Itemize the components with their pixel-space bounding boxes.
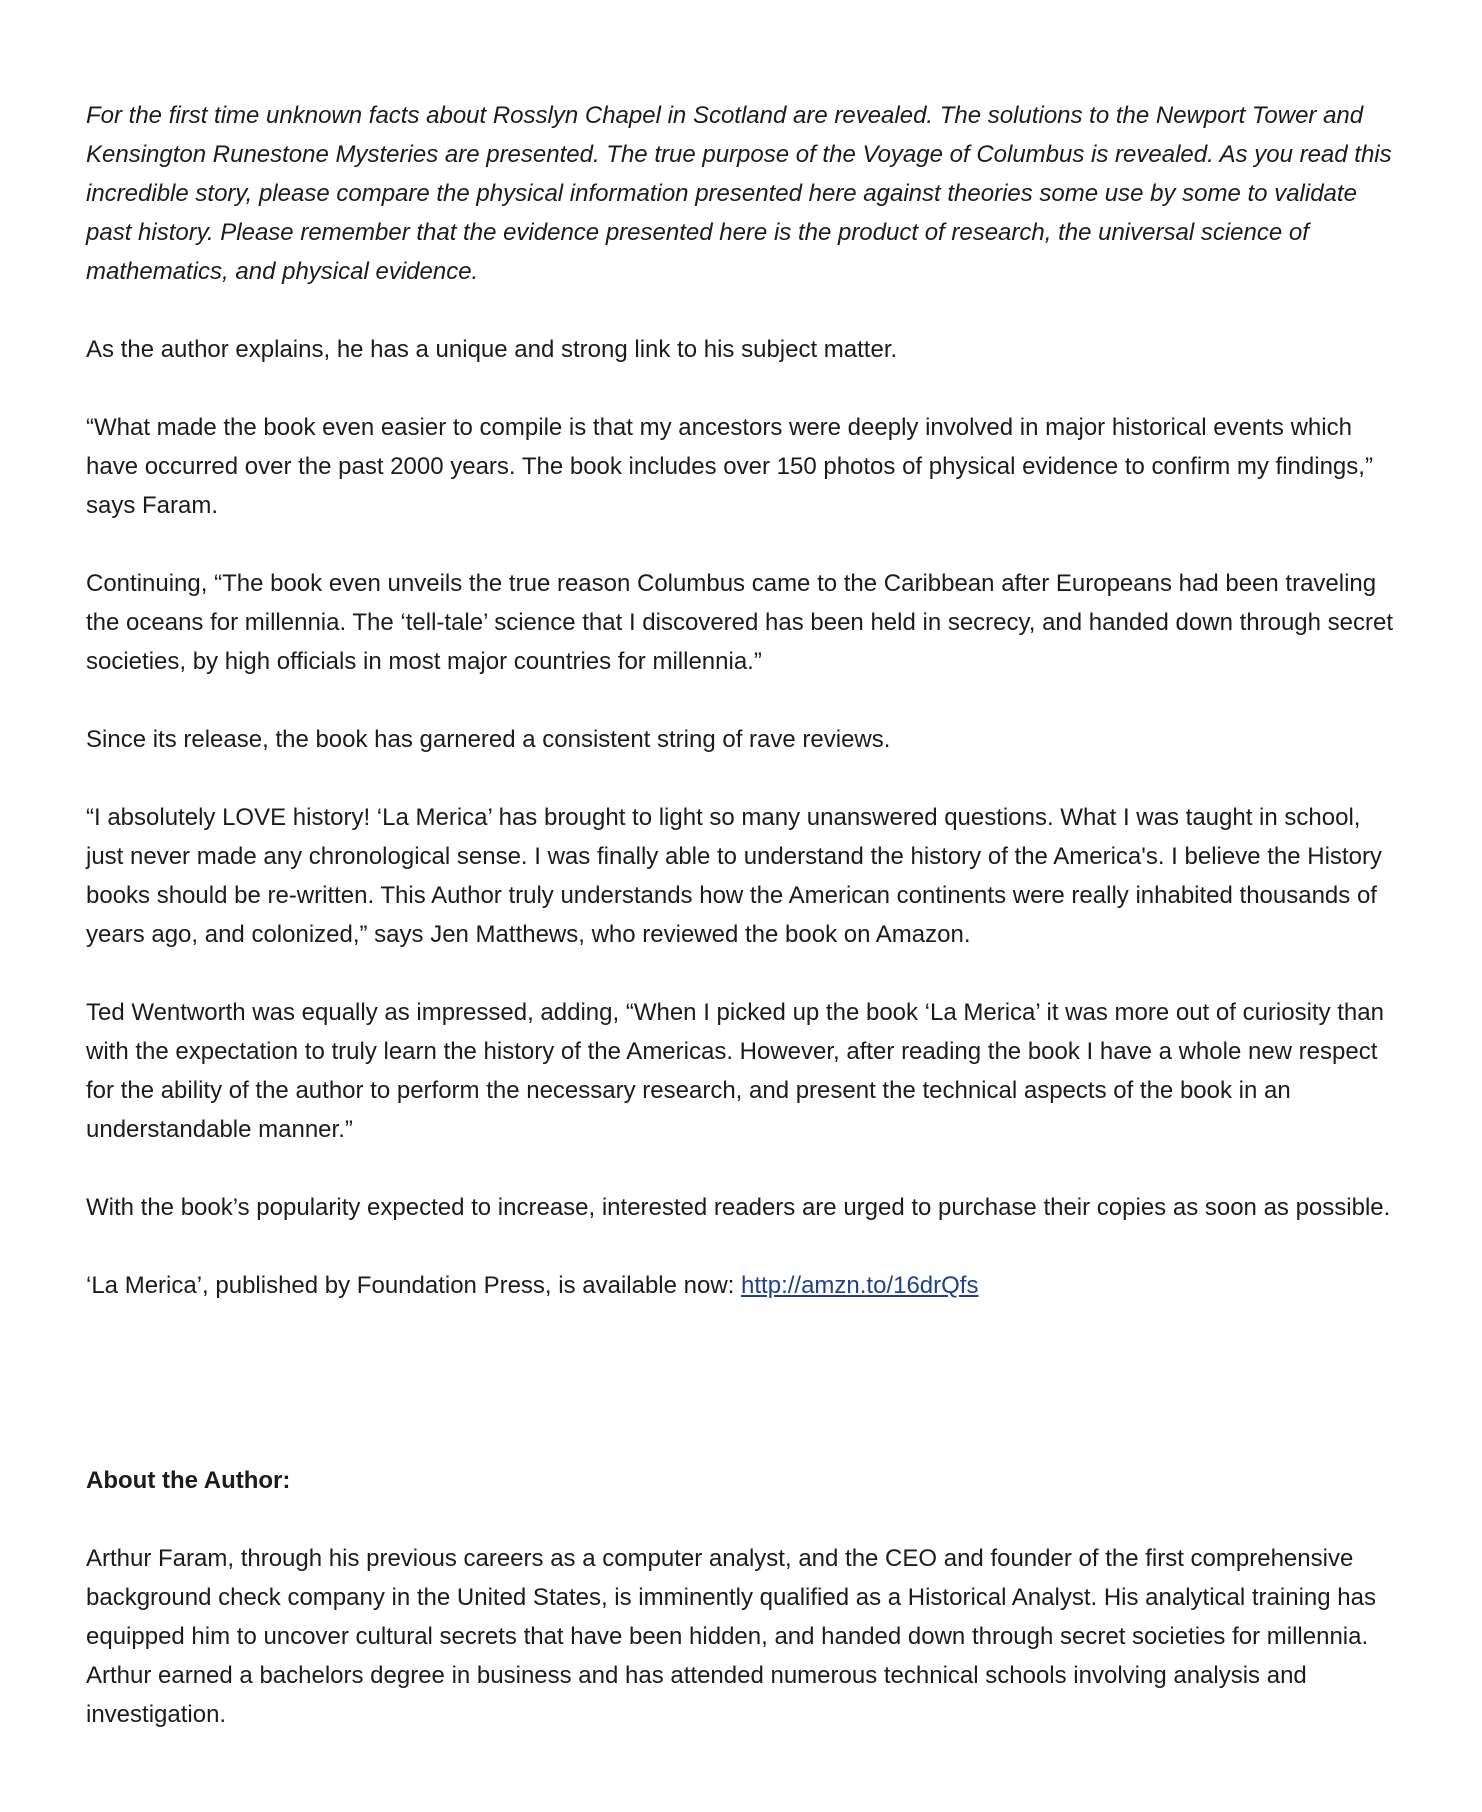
faram-quote-paragraph: “What made the book even easier to compile is that my ancestors were deeply involved in major historical events which have occurred over the past 2000 years. The book includes over 150 photos of physical evidence to confirm my findings,” says Faram. — [86, 414, 1373, 519]
section-spacer — [86, 1344, 1396, 1461]
about-author-heading: About the Author: — [86, 1467, 291, 1494]
availability-paragraph — [86, 1266, 1396, 1305]
amazon-link[interactable]: http://amzn.to/16drQfs — [741, 1272, 979, 1299]
document-page — [86, 96, 1396, 1773]
popularity-paragraph: With the book’s popularity expected to increase, interested readers are urged to purchase their copies as soon as possible. — [86, 1194, 1391, 1221]
ted-wentworth-review-paragraph: Ted Wentworth was equally as impressed, adding, “When I picked up the book ‘La Merica’ it was more out of curiosity than with the expectation to truly learn the history of the Americas. However, after reading the book I have a whole new respect for the ability of the author to perform the necessary research, and present the technical aspects of the book in an understandable manner.” — [86, 999, 1384, 1143]
reviews-intro-paragraph: Since its release, the book has garnered a consistent string of rave reviews. — [86, 726, 891, 753]
author-link-paragraph: As the author explains, he has a unique and strong link to his subject matter. — [86, 336, 898, 363]
availability-text: ‘La Merica’, published by Foundation Press, is available now: — [86, 1272, 742, 1299]
about-author-body: Arthur Faram, through his previous careers as a computer analyst, and the CEO and founder of the first comprehensive background check company in the United States, is imminently qualified as a Historical Analyst. His analytical training has equipped him to uncover cultural secrets that have been hidden, and handed down through secret societies for millennia. Arthur earned a bachelors degree in business and has attended numerous technical schools involving analysis and investigation. — [86, 1545, 1376, 1728]
columbus-quote-paragraph: Continuing, “The book even unveils the true reason Columbus came to the Caribbean after Europeans had been traveling the oceans for millennia. The ‘tell-tale’ science that I discovered has been held in secrecy, and handed down through secret societies, by high officials in most major countries for millennia.” — [86, 570, 1394, 675]
intro-paragraph: For the first time unknown facts about Rosslyn Chapel in Scotland are revealed. The solutions to the Newport Tower and Kensington Runestone Mysteries are presented. The true purpose of the Voyage of Columbus is revealed. As you read this incredible story, please compare the physical information presented here against theories some use by some to validate past history. Please remember that the evidence presented here is the product of research, the universal science of mathematics, and physical evidence. — [86, 102, 1392, 285]
jen-matthews-review-paragraph: “I absolutely LOVE history! ‘La Merica’ has brought to light so many unanswered questions. What I was taught in school, just never made any chronological sense. I was finally able to understand the history of the America's. I believe the History books should be re-written. This Author truly understands how the American continents were really inhabited thousands of years ago, and colonized,” says Jen Matthews, who reviewed the book on Amazon. — [86, 804, 1382, 948]
